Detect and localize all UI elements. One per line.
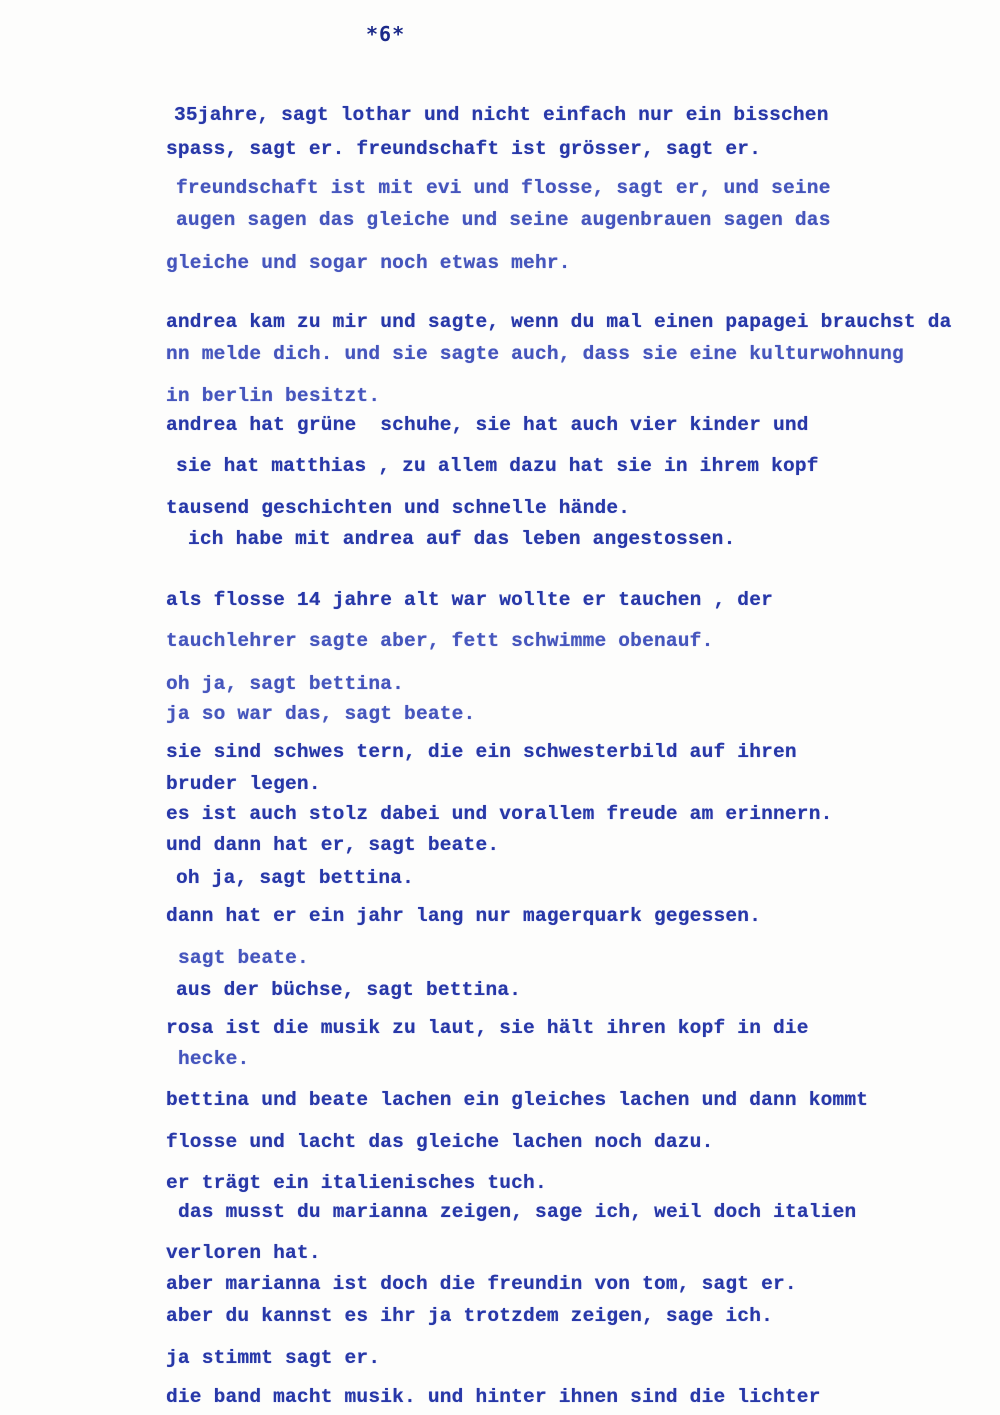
- text-line: andrea hat grüne schuhe, sie hat auch vier kinder und: [166, 414, 809, 436]
- text-line: das musst du marianna zeigen, sage ich, weil doch italien: [178, 1201, 857, 1223]
- text-line: hecke.: [178, 1048, 250, 1070]
- text-line: tausend geschichten und schnelle hände.: [166, 497, 631, 519]
- text-line: oh ja, sagt bettina.: [166, 673, 405, 695]
- text-line: und dann hat er, sagt beate.: [166, 834, 500, 856]
- text-line: sagt beate.: [178, 947, 309, 969]
- text-line: freundschaft ist mit evi und flosse, sagt er, und seine: [176, 177, 831, 199]
- text-line: bruder legen.: [166, 773, 321, 795]
- text-line: ich habe mit andrea auf das leben angestossen.: [188, 528, 736, 550]
- text-line: 35jahre, sagt lothar und nicht einfach nur ein bisschen: [174, 104, 829, 126]
- page-number: *6*: [366, 22, 406, 46]
- text-line: in berlin besitzt.: [166, 385, 381, 407]
- text-line: ja stimmt sagt er.: [166, 1347, 381, 1369]
- text-line: die band macht musik. und hinter ihnen sind die lichter: [166, 1386, 821, 1408]
- text-line: gleiche und sogar noch etwas mehr.: [166, 252, 571, 274]
- text-line: flosse und lacht das gleiche lachen noch dazu.: [166, 1131, 714, 1153]
- text-line: dann hat er ein jahr lang nur magerquark gegessen.: [166, 905, 762, 927]
- text-line: nn melde dich. und sie sagte auch, dass sie eine kulturwohnung: [166, 343, 904, 365]
- text-line: oh ja, sagt bettina.: [176, 867, 415, 889]
- text-line: andrea kam zu mir und sagte, wenn du mal einen papagei brauchst da: [166, 311, 952, 333]
- text-line: sie hat matthias , zu allem dazu hat sie in ihrem kopf: [176, 455, 819, 477]
- text-line: ja so war das, sagt beate.: [166, 703, 476, 725]
- text-line: augen sagen das gleiche und seine augenbrauen sagen das: [176, 209, 831, 231]
- text-line: als flosse 14 jahre alt war wollte er tauchen , der: [166, 589, 773, 611]
- text-line: tauchlehrer sagte aber, fett schwimme obenauf.: [166, 630, 714, 652]
- text-line: aber du kannst es ihr ja trotzdem zeigen, sage ich.: [166, 1305, 773, 1327]
- text-line: verloren hat.: [166, 1242, 321, 1264]
- text-line: aus der büchse, sagt bettina.: [176, 979, 522, 1001]
- text-line: rosa ist die musik zu laut, sie hält ihren kopf in die: [166, 1017, 809, 1039]
- text-line: sie sind schwes tern, die ein schwesterbild auf ihren: [166, 741, 797, 763]
- text-line: spass, sagt er. freundschaft ist grösser, sagt er.: [166, 138, 762, 160]
- text-line: er trägt ein italienisches tuch.: [166, 1172, 547, 1194]
- text-line: es ist auch stolz dabei und vorallem freude am erinnern.: [166, 803, 833, 825]
- text-line: bettina und beate lachen ein gleiches lachen und dann kommt: [166, 1089, 869, 1111]
- text-line: aber marianna ist doch die freundin von tom, sagt er.: [166, 1273, 797, 1295]
